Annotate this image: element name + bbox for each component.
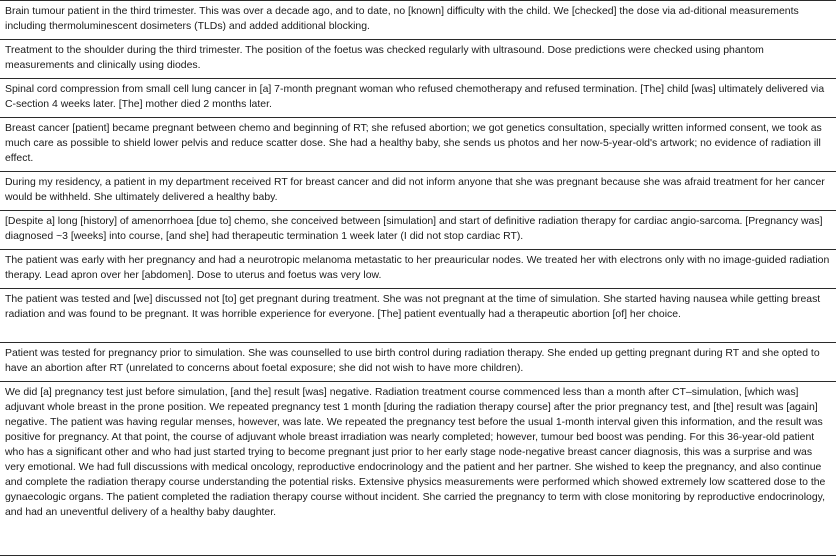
table-cell: Treatment to the shoulder during the third trimester. The position of the foetus was checked regularly with ultrasound. Dose predictions were checked using phantom measurements and clinically using diodes. <box>0 40 836 79</box>
table-row <box>0 211 836 250</box>
table-row <box>0 79 836 118</box>
table-row <box>0 289 836 343</box>
table-row <box>0 118 836 172</box>
table-row <box>0 40 836 79</box>
table-cell: Brain tumour patient in the third trimester. This was over a decade ago, and to date, no [known] difficulty with the child. We [checked] the dose via ad-ditional measurements including thermoluminescent dosimeters (TLDs) and added additional blocking. <box>0 1 836 40</box>
table-row <box>0 1 836 40</box>
table-cell: Breast cancer [patient] became pregnant between chemo and beginning of RT; she refused abortion; we got genetics consultation, specially written informed consent, we took as much care as possible to shield lower pelvis and reduce scatter dose. She had a healthy baby, she sends us photos and her now-5-year-old's artwork; no evidence of radiation ill effect. <box>0 118 836 172</box>
table-row <box>0 382 836 556</box>
table-row <box>0 172 836 211</box>
table-cell: We did [a] pregnancy test just before simulation, [and the] result [was] negative. Radiation treatment course commenced less than a month after CT–simulation, [which was] adjuvant whole breast in the prone position. We repeated pregnancy test 1 month [during the radiation therapy course] after the prior pregnancy test, and [the] result was [again] negative. The patient was having regular menses, however, was late. We repeated the pregnancy test before the usual 1-month interval given this information, and the result was positive for pregnancy. At that point, the course of adjuvant whole breast irradiation was nearly completed; however, tumour bed boost was pending. For this 36-year-old patient who has a significant other and who had just started trying to become pregnant just prior to her early stage node-negative breast cancer diagnosis, this was a surprise and was very emotional. We had full discussions with medical oncology, reproductive endocrinology and the patient and her partner. She wished to keep the pregnancy, and also continue and complete the radiation therapy course understanding the potential risks. Extensive physics measurements were performed which showed extremely low scattered dose to the gynaecologic organs. The patient completed the radiation therapy course without incident. She carried the pregnancy to term with close monitoring by reproductive endocrinology, and had an uneventful delivery of a healthy baby daughter. <box>0 382 836 556</box>
table-cell: During my residency, a patient in my department received RT for breast cancer and did not inform anyone that she was pregnant because she was afraid treatment for her cancer would be withheld. She ultimately delivered a healthy baby. <box>0 172 836 211</box>
table-cell: Patient was tested for pregnancy prior to simulation. She was counselled to use birth control during radiation therapy. She ended up getting pregnant during RT and she opted to have an abortion after RT (unrelated to concerns about foetal exposure; she did not wish to have more children). <box>0 343 836 382</box>
table-cell: Spinal cord compression from small cell lung cancer in [a] 7-month pregnant woman who refused chemotherapy and refused termination. [The] child [was] ultimately delivered via C-section 4 weeks later. [The] mother died 2 months later. <box>0 79 836 118</box>
table-cell: The patient was tested and [we] discussed not [to] get pregnant during treatment. She was not pregnant at the time of simulation. She started having nausea while getting breast radiation and was found to be pregnant. It was horrible experience for everyone. [The] patient eventually had a therapeutic abortion [of] her choice. <box>0 289 836 343</box>
table-row <box>0 250 836 289</box>
table-body <box>0 1 836 556</box>
table-row <box>0 343 836 382</box>
table-cell: The patient was early with her pregnancy and had a neurotropic melanoma metastatic to her preauricular nodes. We treated her with electrons only with no image-guided radiation therapy. Lead apron over her [abdomen]. Dose to uterus and foetus was very low. <box>0 250 836 289</box>
table-cell: [Despite a] long [history] of amenorrhoea [due to] chemo, she conceived between [simulation] and start of definitive radiation therapy for cardiac angio-sarcoma. [Pregnancy was] diagnosed ~3 [weeks] into course, [and she] had therapeutic termination 1 week later (I did not stop cardiac RT). <box>0 211 836 250</box>
